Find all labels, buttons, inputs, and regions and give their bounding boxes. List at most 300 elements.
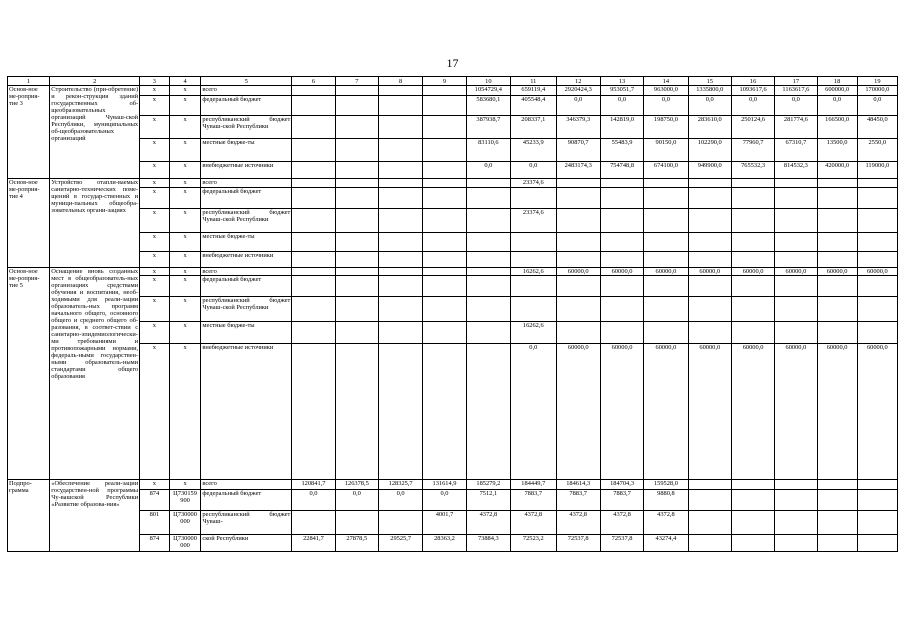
value-cell — [378, 344, 422, 480]
funding-source: республиканский бюджет Чуваш- — [201, 511, 292, 535]
value-cell — [335, 139, 378, 162]
value-cell: 119000,0 — [857, 162, 897, 179]
value-cell — [335, 268, 378, 276]
value-cell — [335, 252, 378, 268]
value-cell — [556, 233, 600, 252]
target-code: х — [169, 209, 201, 233]
value-cell: 72537,8 — [600, 535, 643, 552]
value-cell — [378, 322, 422, 344]
value-cell: 346379,3 — [556, 116, 600, 139]
value-cell — [600, 188, 643, 209]
column-header: 8 — [378, 77, 422, 86]
value-cell: 600000,0 — [817, 86, 857, 96]
value-cell: 72523,2 — [511, 535, 556, 552]
target-code: Ц730159 900 — [169, 490, 201, 511]
value-cell — [423, 116, 466, 139]
grbs-code: 874 — [140, 535, 170, 552]
column-header: 10 — [466, 77, 510, 86]
value-cell — [292, 179, 335, 188]
value-cell — [857, 322, 897, 344]
value-cell — [775, 209, 817, 233]
value-cell — [423, 322, 466, 344]
grbs-code: х — [140, 86, 170, 96]
value-cell — [378, 511, 422, 535]
value-cell — [292, 188, 335, 209]
value-cell — [731, 209, 774, 233]
value-cell — [335, 162, 378, 179]
value-cell — [857, 209, 897, 233]
grbs-code: х — [140, 480, 170, 490]
value-cell — [466, 297, 510, 322]
value-cell: 60000,0 — [731, 268, 774, 276]
value-cell — [817, 252, 857, 268]
value-cell — [775, 179, 817, 188]
value-cell — [644, 233, 688, 252]
table-row — [8, 188, 898, 209]
value-cell — [731, 297, 774, 322]
value-cell — [731, 490, 774, 511]
target-code: х — [169, 139, 201, 162]
value-cell — [335, 233, 378, 252]
value-cell: 131614,9 — [423, 480, 466, 490]
funding-source: всего — [201, 480, 292, 490]
value-cell — [775, 252, 817, 268]
value-cell: 0,0 — [511, 162, 556, 179]
value-cell: 4372,8 — [466, 511, 510, 535]
value-cell — [292, 116, 335, 139]
value-cell — [423, 96, 466, 116]
value-cell — [600, 297, 643, 322]
value-cell: 0,0 — [688, 96, 731, 116]
value-cell: 170000,0 — [857, 86, 897, 96]
value-cell — [688, 233, 731, 252]
value-cell — [688, 490, 731, 511]
value-cell: 60000,0 — [817, 344, 857, 480]
value-cell: 60000,0 — [775, 344, 817, 480]
activity-description: «Обеспечение реали-зации государствен-ной программы Чу-вашской Республики «Развитие образова-ния» — [50, 480, 140, 552]
funding-source: всего — [201, 86, 292, 96]
value-cell — [817, 490, 857, 511]
value-cell: 60000,0 — [644, 344, 688, 480]
value-cell — [644, 209, 688, 233]
column-header: 18 — [817, 77, 857, 86]
grbs-code: 801 — [140, 511, 170, 535]
value-cell — [857, 188, 897, 209]
target-code: х — [169, 276, 201, 297]
value-cell — [600, 209, 643, 233]
value-cell: 60000,0 — [688, 268, 731, 276]
value-cell — [292, 233, 335, 252]
value-cell — [423, 179, 466, 188]
value-cell — [556, 322, 600, 344]
value-cell — [511, 233, 556, 252]
value-cell — [857, 480, 897, 490]
value-cell — [817, 511, 857, 535]
value-cell — [378, 179, 422, 188]
value-cell: 4372,8 — [556, 511, 600, 535]
value-cell — [731, 322, 774, 344]
value-cell: 16262,6 — [511, 268, 556, 276]
value-cell: 23374,6 — [511, 179, 556, 188]
value-cell — [600, 179, 643, 188]
value-cell — [423, 344, 466, 480]
value-cell — [556, 209, 600, 233]
value-cell — [466, 344, 510, 480]
value-cell — [292, 268, 335, 276]
column-header: 5 — [201, 77, 292, 86]
value-cell: 67310,7 — [775, 139, 817, 162]
grbs-code: х — [140, 322, 170, 344]
value-cell — [731, 276, 774, 297]
table-row — [8, 162, 898, 179]
target-code: х — [169, 297, 201, 322]
value-cell: 0,0 — [600, 96, 643, 116]
value-cell: 13500,0 — [817, 139, 857, 162]
value-cell — [817, 179, 857, 188]
table-row — [8, 139, 898, 162]
value-cell — [423, 162, 466, 179]
table-row — [8, 344, 898, 480]
table-row — [8, 233, 898, 252]
value-cell: 0,0 — [644, 96, 688, 116]
value-cell — [378, 96, 422, 116]
value-cell — [511, 276, 556, 297]
target-code: х — [169, 86, 201, 96]
table-row — [8, 86, 898, 96]
value-cell: 60000,0 — [556, 268, 600, 276]
value-cell — [511, 188, 556, 209]
value-cell — [688, 297, 731, 322]
value-cell — [335, 511, 378, 535]
value-cell — [292, 322, 335, 344]
value-cell — [731, 480, 774, 490]
value-cell — [423, 86, 466, 96]
value-cell — [292, 276, 335, 297]
table-row — [8, 268, 898, 276]
value-cell: 953051,7 — [600, 86, 643, 96]
column-header: 14 — [644, 77, 688, 86]
value-cell: 166500,0 — [817, 116, 857, 139]
value-cell — [731, 511, 774, 535]
value-cell: 0,0 — [731, 96, 774, 116]
value-cell: 7883,7 — [511, 490, 556, 511]
value-cell: 949900,0 — [688, 162, 731, 179]
funding-source: всего — [201, 179, 292, 188]
value-cell: 142819,0 — [600, 116, 643, 139]
value-cell — [600, 322, 643, 344]
column-header: 16 — [731, 77, 774, 86]
value-cell — [466, 179, 510, 188]
target-code: х — [169, 162, 201, 179]
page-number: 17 — [446, 56, 459, 70]
value-cell: 4372,8 — [511, 511, 556, 535]
value-cell: 60000,0 — [857, 268, 897, 276]
value-cell: 184449,7 — [511, 480, 556, 490]
value-cell: 28363,2 — [423, 535, 466, 552]
value-cell: 60000,0 — [857, 344, 897, 480]
value-cell — [556, 297, 600, 322]
value-cell — [775, 480, 817, 490]
grbs-code: х — [140, 268, 170, 276]
activity-name: Подпро-грамма — [8, 480, 50, 552]
value-cell — [857, 233, 897, 252]
value-cell — [378, 268, 422, 276]
value-cell — [775, 322, 817, 344]
value-cell — [335, 188, 378, 209]
value-cell — [600, 252, 643, 268]
grbs-code: х — [140, 188, 170, 209]
value-cell — [775, 511, 817, 535]
value-cell: 208337,1 — [511, 116, 556, 139]
grbs-code: х — [140, 276, 170, 297]
value-cell: 765532,3 — [731, 162, 774, 179]
value-cell — [600, 276, 643, 297]
value-cell: 420000,0 — [817, 162, 857, 179]
target-code: х — [169, 179, 201, 188]
target-code: х — [169, 96, 201, 116]
value-cell: 102290,0 — [688, 139, 731, 162]
value-cell — [688, 480, 731, 490]
value-cell — [731, 535, 774, 552]
value-cell — [775, 535, 817, 552]
value-cell: 48450,0 — [857, 116, 897, 139]
value-cell: 250124,6 — [731, 116, 774, 139]
value-cell — [335, 276, 378, 297]
value-cell: 90870,7 — [556, 139, 600, 162]
value-cell — [335, 209, 378, 233]
value-cell: 184704,3 — [600, 480, 643, 490]
value-cell: 2920424,3 — [556, 86, 600, 96]
grbs-code: х — [140, 252, 170, 268]
value-cell: 0,0 — [775, 96, 817, 116]
value-cell — [378, 276, 422, 297]
funding-source: внебюджетные источники — [201, 344, 292, 480]
table-row — [8, 480, 898, 490]
funding-source: федеральный бюджет — [201, 276, 292, 297]
value-cell: 4372,8 — [600, 511, 643, 535]
funding-source: местные бюдже-ты — [201, 322, 292, 344]
value-cell — [335, 322, 378, 344]
value-cell: 1335800,0 — [688, 86, 731, 96]
value-cell — [378, 162, 422, 179]
target-code: Ц730000 000 — [169, 535, 201, 552]
value-cell — [857, 535, 897, 552]
value-cell: 90150,0 — [644, 139, 688, 162]
value-cell — [556, 179, 600, 188]
value-cell — [423, 297, 466, 322]
value-cell — [817, 209, 857, 233]
value-cell — [857, 276, 897, 297]
value-cell — [423, 268, 466, 276]
table-row — [8, 490, 898, 511]
value-cell — [511, 252, 556, 268]
target-code: х — [169, 268, 201, 276]
value-cell — [292, 139, 335, 162]
value-cell — [292, 344, 335, 480]
value-cell — [644, 322, 688, 344]
value-cell: 7512,1 — [466, 490, 510, 511]
funding-source: федеральный бюджет — [201, 96, 292, 116]
funding-source: внебюджетные источники — [201, 162, 292, 179]
value-cell — [378, 188, 422, 209]
value-cell — [817, 188, 857, 209]
value-cell — [378, 233, 422, 252]
value-cell: 659119,4 — [511, 86, 556, 96]
value-cell: 814532,3 — [775, 162, 817, 179]
value-cell: 29525,7 — [378, 535, 422, 552]
target-code: х — [169, 116, 201, 139]
value-cell — [378, 86, 422, 96]
value-cell: 16262,6 — [511, 322, 556, 344]
value-cell — [423, 233, 466, 252]
column-header: 11 — [511, 77, 556, 86]
column-header: 12 — [556, 77, 600, 86]
table-row — [8, 276, 898, 297]
value-cell — [335, 179, 378, 188]
value-cell — [423, 209, 466, 233]
value-cell: 281774,6 — [775, 116, 817, 139]
value-cell: 0,0 — [466, 162, 510, 179]
table-row — [8, 297, 898, 322]
grbs-code: х — [140, 162, 170, 179]
funding-source: местные бюдже-ты — [201, 139, 292, 162]
value-cell — [817, 276, 857, 297]
value-cell — [292, 162, 335, 179]
target-code: х — [169, 233, 201, 252]
value-cell: 83110,6 — [466, 139, 510, 162]
value-cell: 754748,8 — [600, 162, 643, 179]
value-cell — [817, 480, 857, 490]
value-cell — [731, 252, 774, 268]
funding-source: республиканский бюджет Чуваш-ской Республики — [201, 209, 292, 233]
value-cell — [775, 276, 817, 297]
grbs-code: х — [140, 297, 170, 322]
value-cell: 0,0 — [556, 96, 600, 116]
column-header: 19 — [857, 77, 897, 86]
value-cell — [731, 188, 774, 209]
target-code: х — [169, 252, 201, 268]
value-cell: 128325,7 — [378, 480, 422, 490]
value-cell: 185279,2 — [466, 480, 510, 490]
table-row — [8, 179, 898, 188]
activity-name: Основ-ное ме-роприя-тие 3 — [8, 86, 50, 179]
value-cell: 77960,7 — [731, 139, 774, 162]
funding-source: федеральный бюджет — [201, 490, 292, 511]
value-cell — [466, 276, 510, 297]
value-cell: 4001,7 — [423, 511, 466, 535]
value-cell — [292, 209, 335, 233]
activity-name: Основ-ное ме-роприя-тие 4 — [8, 179, 50, 268]
value-cell — [775, 297, 817, 322]
value-cell: 55483,9 — [600, 139, 643, 162]
value-cell: 126378,5 — [335, 480, 378, 490]
value-cell — [731, 179, 774, 188]
value-cell — [335, 344, 378, 480]
value-cell: 60000,0 — [817, 268, 857, 276]
value-cell — [731, 233, 774, 252]
value-cell: 60000,0 — [600, 344, 643, 480]
header-row — [8, 77, 898, 86]
column-header: 13 — [600, 77, 643, 86]
funding-source: ской Республики — [201, 535, 292, 552]
value-cell: 1093617,6 — [731, 86, 774, 96]
value-cell: 0,0 — [378, 490, 422, 511]
grbs-code: х — [140, 179, 170, 188]
value-cell — [423, 276, 466, 297]
value-cell: 2550,0 — [857, 139, 897, 162]
value-cell: 0,0 — [292, 490, 335, 511]
activity-description: Оснащение вновь созданных мест в общеобразователь-ных организациях средствами обучения и воспитания, необ-ходимыми для реали-зации образователь-ных программ начального общего, основного общего и среднего общего об-разования, в соответ-ствии с санитарно-эпидемиологически-ми требованиями и противопожарными нормами, федераль-ными государствен-ными образователь-ными стандартами общего образования — [50, 268, 140, 480]
funding-source: всего — [201, 268, 292, 276]
value-cell: 405548,4 — [511, 96, 556, 116]
value-cell — [644, 252, 688, 268]
value-cell: 27878,5 — [335, 535, 378, 552]
value-cell: 23374,6 — [511, 209, 556, 233]
value-cell: 120841,7 — [292, 480, 335, 490]
activity-description: Строительство (при-обретение) и рекон-струкция зданий государственных об-щеобразовательных организаций Чуваш-ской Республики, муниципальных об-щеобразовательных организаций — [50, 86, 140, 179]
value-cell: 60000,0 — [600, 268, 643, 276]
value-cell — [335, 297, 378, 322]
value-cell: 72537,8 — [556, 535, 600, 552]
value-cell — [644, 179, 688, 188]
grbs-code: х — [140, 344, 170, 480]
value-cell — [688, 179, 731, 188]
value-cell: 0,0 — [423, 490, 466, 511]
value-cell — [378, 252, 422, 268]
table-row — [8, 252, 898, 268]
column-header: 15 — [688, 77, 731, 86]
value-cell — [688, 322, 731, 344]
value-cell — [423, 188, 466, 209]
grbs-code: х — [140, 209, 170, 233]
value-cell — [466, 252, 510, 268]
value-cell — [556, 252, 600, 268]
table-row — [8, 322, 898, 344]
grbs-code: х — [140, 233, 170, 252]
target-code: х — [169, 322, 201, 344]
value-cell: 159528,0 — [644, 480, 688, 490]
value-cell — [857, 179, 897, 188]
value-cell — [511, 297, 556, 322]
table-row — [8, 96, 898, 116]
value-cell — [688, 209, 731, 233]
value-cell — [688, 511, 731, 535]
funding-source: внебюджетные источники — [201, 252, 292, 268]
column-header: 4 — [169, 77, 201, 86]
column-header: 6 — [292, 77, 335, 86]
target-code: Ц730000 000 — [169, 511, 201, 535]
activity-description: Устройство отапли-ваемых санитарно-технических поме-щений в государ-ственных и муници-пальных общеобра-зовательных органи-зациях — [50, 179, 140, 268]
activity-name: Основ-ное ме-роприя-тие 5 — [8, 268, 50, 480]
value-cell: 0,0 — [335, 490, 378, 511]
value-cell — [335, 116, 378, 139]
target-code: х — [169, 344, 201, 480]
value-cell — [556, 188, 600, 209]
value-cell: 0,0 — [817, 96, 857, 116]
column-header: 7 — [335, 77, 378, 86]
value-cell: 60000,0 — [556, 344, 600, 480]
table-row — [8, 116, 898, 139]
value-cell — [423, 252, 466, 268]
value-cell — [688, 252, 731, 268]
value-cell: 1163617,6 — [775, 86, 817, 96]
grbs-code: 874 — [140, 490, 170, 511]
value-cell — [378, 139, 422, 162]
column-header: 17 — [775, 77, 817, 86]
value-cell — [857, 511, 897, 535]
value-cell — [817, 233, 857, 252]
value-cell — [688, 188, 731, 209]
